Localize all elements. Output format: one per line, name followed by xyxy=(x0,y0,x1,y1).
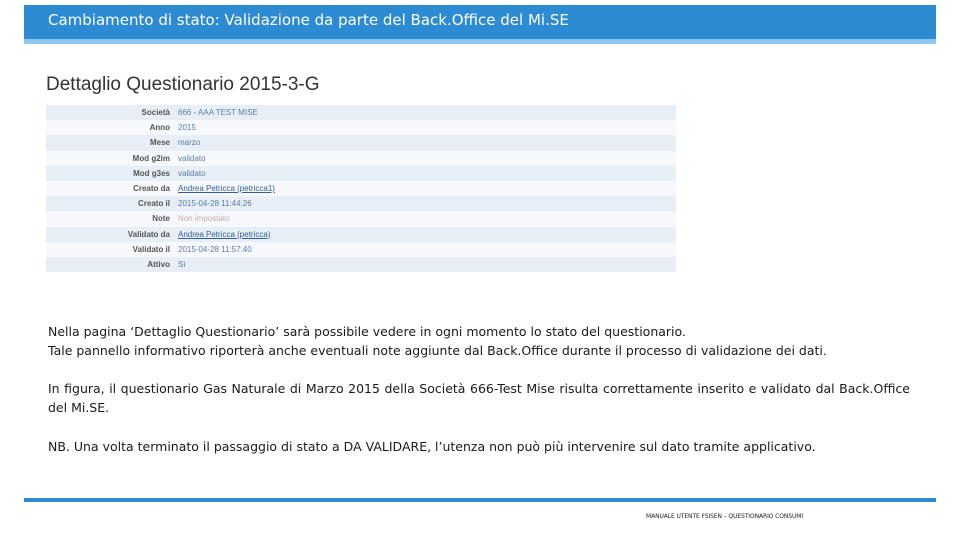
detail-value: 2015 xyxy=(178,123,196,133)
detail-label: Mod g2im xyxy=(132,153,170,163)
detail-row-creato-il xyxy=(46,196,676,211)
note-paragraph: NB. Una volta terminato il passaggio di stato a DA VALIDARE, l’utenza non può più intervenire sul dato tramite applicativo. xyxy=(48,439,816,454)
slide-title: Cambiamento di stato: Validazione da parte del Back.Office del Mi.SE xyxy=(48,11,569,29)
detail-row-validato-da xyxy=(46,227,676,242)
detail-row-societa xyxy=(46,105,676,120)
detail-label: Note xyxy=(152,214,170,224)
detail-label: Validato il xyxy=(132,244,170,254)
validator-user-link[interactable]: Andrea Petricca (petricca) xyxy=(178,229,271,239)
detail-label: Mod g3es xyxy=(133,168,170,178)
detail-row-mod-g3es xyxy=(46,166,676,181)
detail-value: 2015-04-28 11:57:40 xyxy=(178,244,252,254)
detail-row-anno xyxy=(46,120,676,135)
footer-text: MANUALE UTENTE FSISEN – QUESTIONARIO CONSUMI xyxy=(646,513,804,520)
detail-screenshot-panel xyxy=(46,70,676,269)
detail-value: validato xyxy=(178,168,206,178)
figure-paragraph: In figura, il questionario Gas Naturale di Marzo 2015 della Società 666-Test Mise risulta correttamente inserito e validato dal Back.Office del Mi.SE. xyxy=(48,381,910,415)
intro-line-2: Tale pannello informativo riporterà anche eventuali note aggiunte dal Back.Office durante il processo di validazione dei dati. xyxy=(48,343,827,358)
detail-row-mod-g2im xyxy=(46,151,676,166)
detail-value: Sì xyxy=(178,259,186,269)
detail-label: Attivo xyxy=(147,259,170,269)
detail-value: 2015-04-28 11:44:26 xyxy=(178,199,252,209)
detail-value: Non impostato xyxy=(178,214,230,224)
footer-divider xyxy=(24,498,936,502)
intro-paragraph xyxy=(48,322,910,360)
detail-value: marzo xyxy=(178,138,201,148)
detail-title: Dettaglio Questionario 2015-3-G xyxy=(46,74,320,95)
detail-label: Creato il xyxy=(137,199,170,209)
header-underline xyxy=(24,39,936,44)
detail-row-creato-da xyxy=(46,181,676,196)
creator-user-link[interactable]: Andrea Petricca (petricca1) xyxy=(178,184,275,194)
detail-table xyxy=(46,105,676,272)
detail-row-note xyxy=(46,211,676,226)
detail-value: validato xyxy=(178,153,206,163)
detail-row-validato-il xyxy=(46,242,676,257)
detail-row-attivo xyxy=(46,257,676,272)
detail-value: 666 - AAA TEST MISE xyxy=(178,108,258,118)
intro-line-1: Nella pagina ‘Dettaglio Questionario’ sarà possibile vedere in ogni momento lo stato del questionario. xyxy=(48,324,686,339)
detail-label: Società xyxy=(141,108,170,118)
detail-label: Anno xyxy=(149,123,170,133)
detail-label: Validato da xyxy=(127,229,170,239)
detail-label: Creato da xyxy=(133,184,170,194)
detail-label: Mese xyxy=(149,138,170,148)
detail-row-mese xyxy=(46,135,676,150)
